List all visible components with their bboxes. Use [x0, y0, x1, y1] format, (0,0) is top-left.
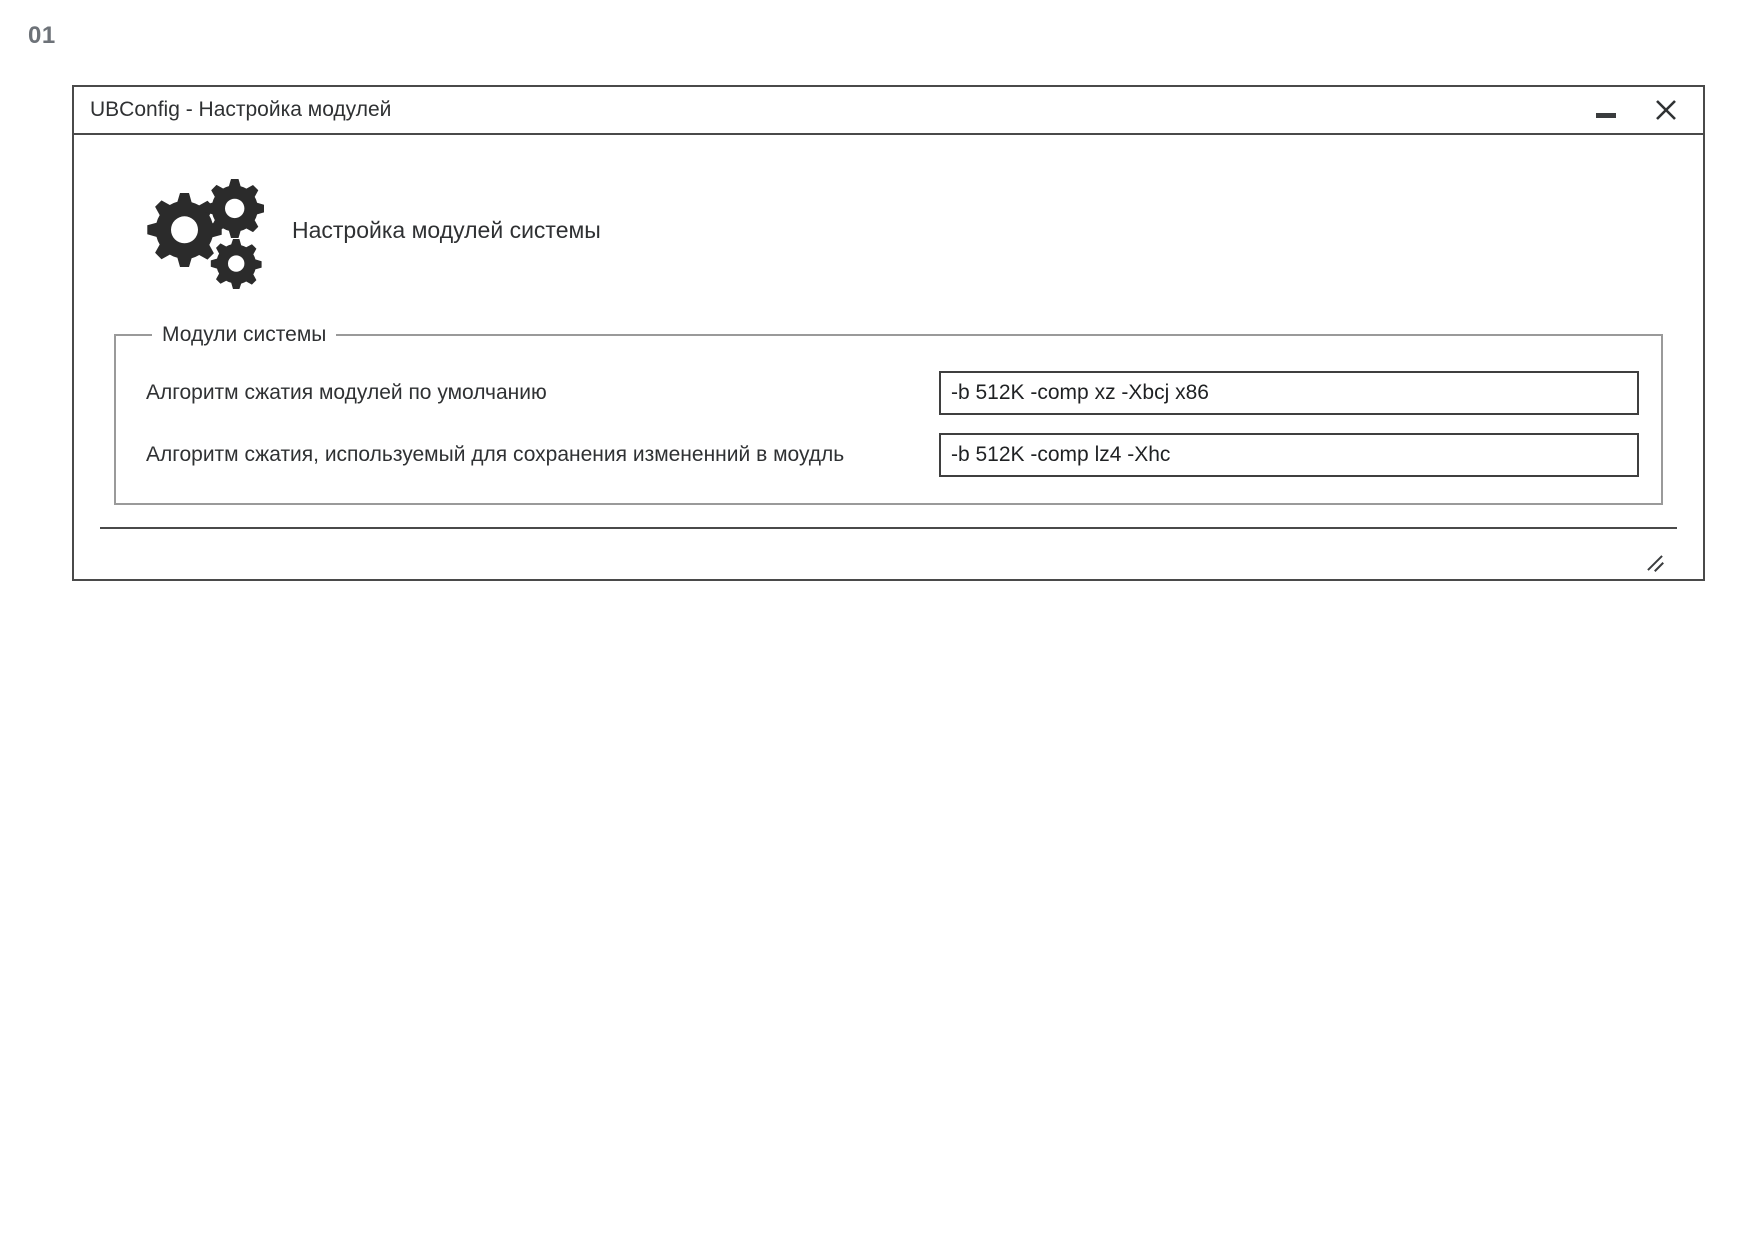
system-modules-group-legend: Модули системы	[162, 323, 327, 346]
default-compression-label: Алгоритм сжатия модулей по умолчанию	[146, 381, 547, 404]
save-compression-input[interactable]	[939, 433, 1639, 477]
close-icon[interactable]	[1651, 95, 1681, 125]
window-body	[74, 135, 1703, 579]
field-row	[138, 371, 1639, 415]
ubconfig-window	[72, 85, 1705, 581]
window-title: UBConfig - Настройка модулей	[90, 98, 392, 121]
save-compression-label: Алгоритм сжатия, используемый для сохранения измененний в моудль	[146, 443, 845, 466]
window-titlebar[interactable]	[74, 87, 1703, 135]
default-compression-input[interactable]	[939, 371, 1639, 415]
header-row	[100, 157, 1677, 311]
gears-icon	[134, 171, 264, 289]
header-caption: Настройка модулей системы	[292, 216, 601, 243]
window-controls	[1591, 95, 1689, 125]
page-number-label: 01	[28, 22, 56, 49]
system-modules-group	[114, 323, 1663, 505]
resize-grip-icon[interactable]	[1641, 547, 1667, 573]
field-row	[138, 433, 1639, 477]
minimize-icon[interactable]	[1591, 95, 1621, 125]
window-statusbar	[100, 527, 1677, 579]
